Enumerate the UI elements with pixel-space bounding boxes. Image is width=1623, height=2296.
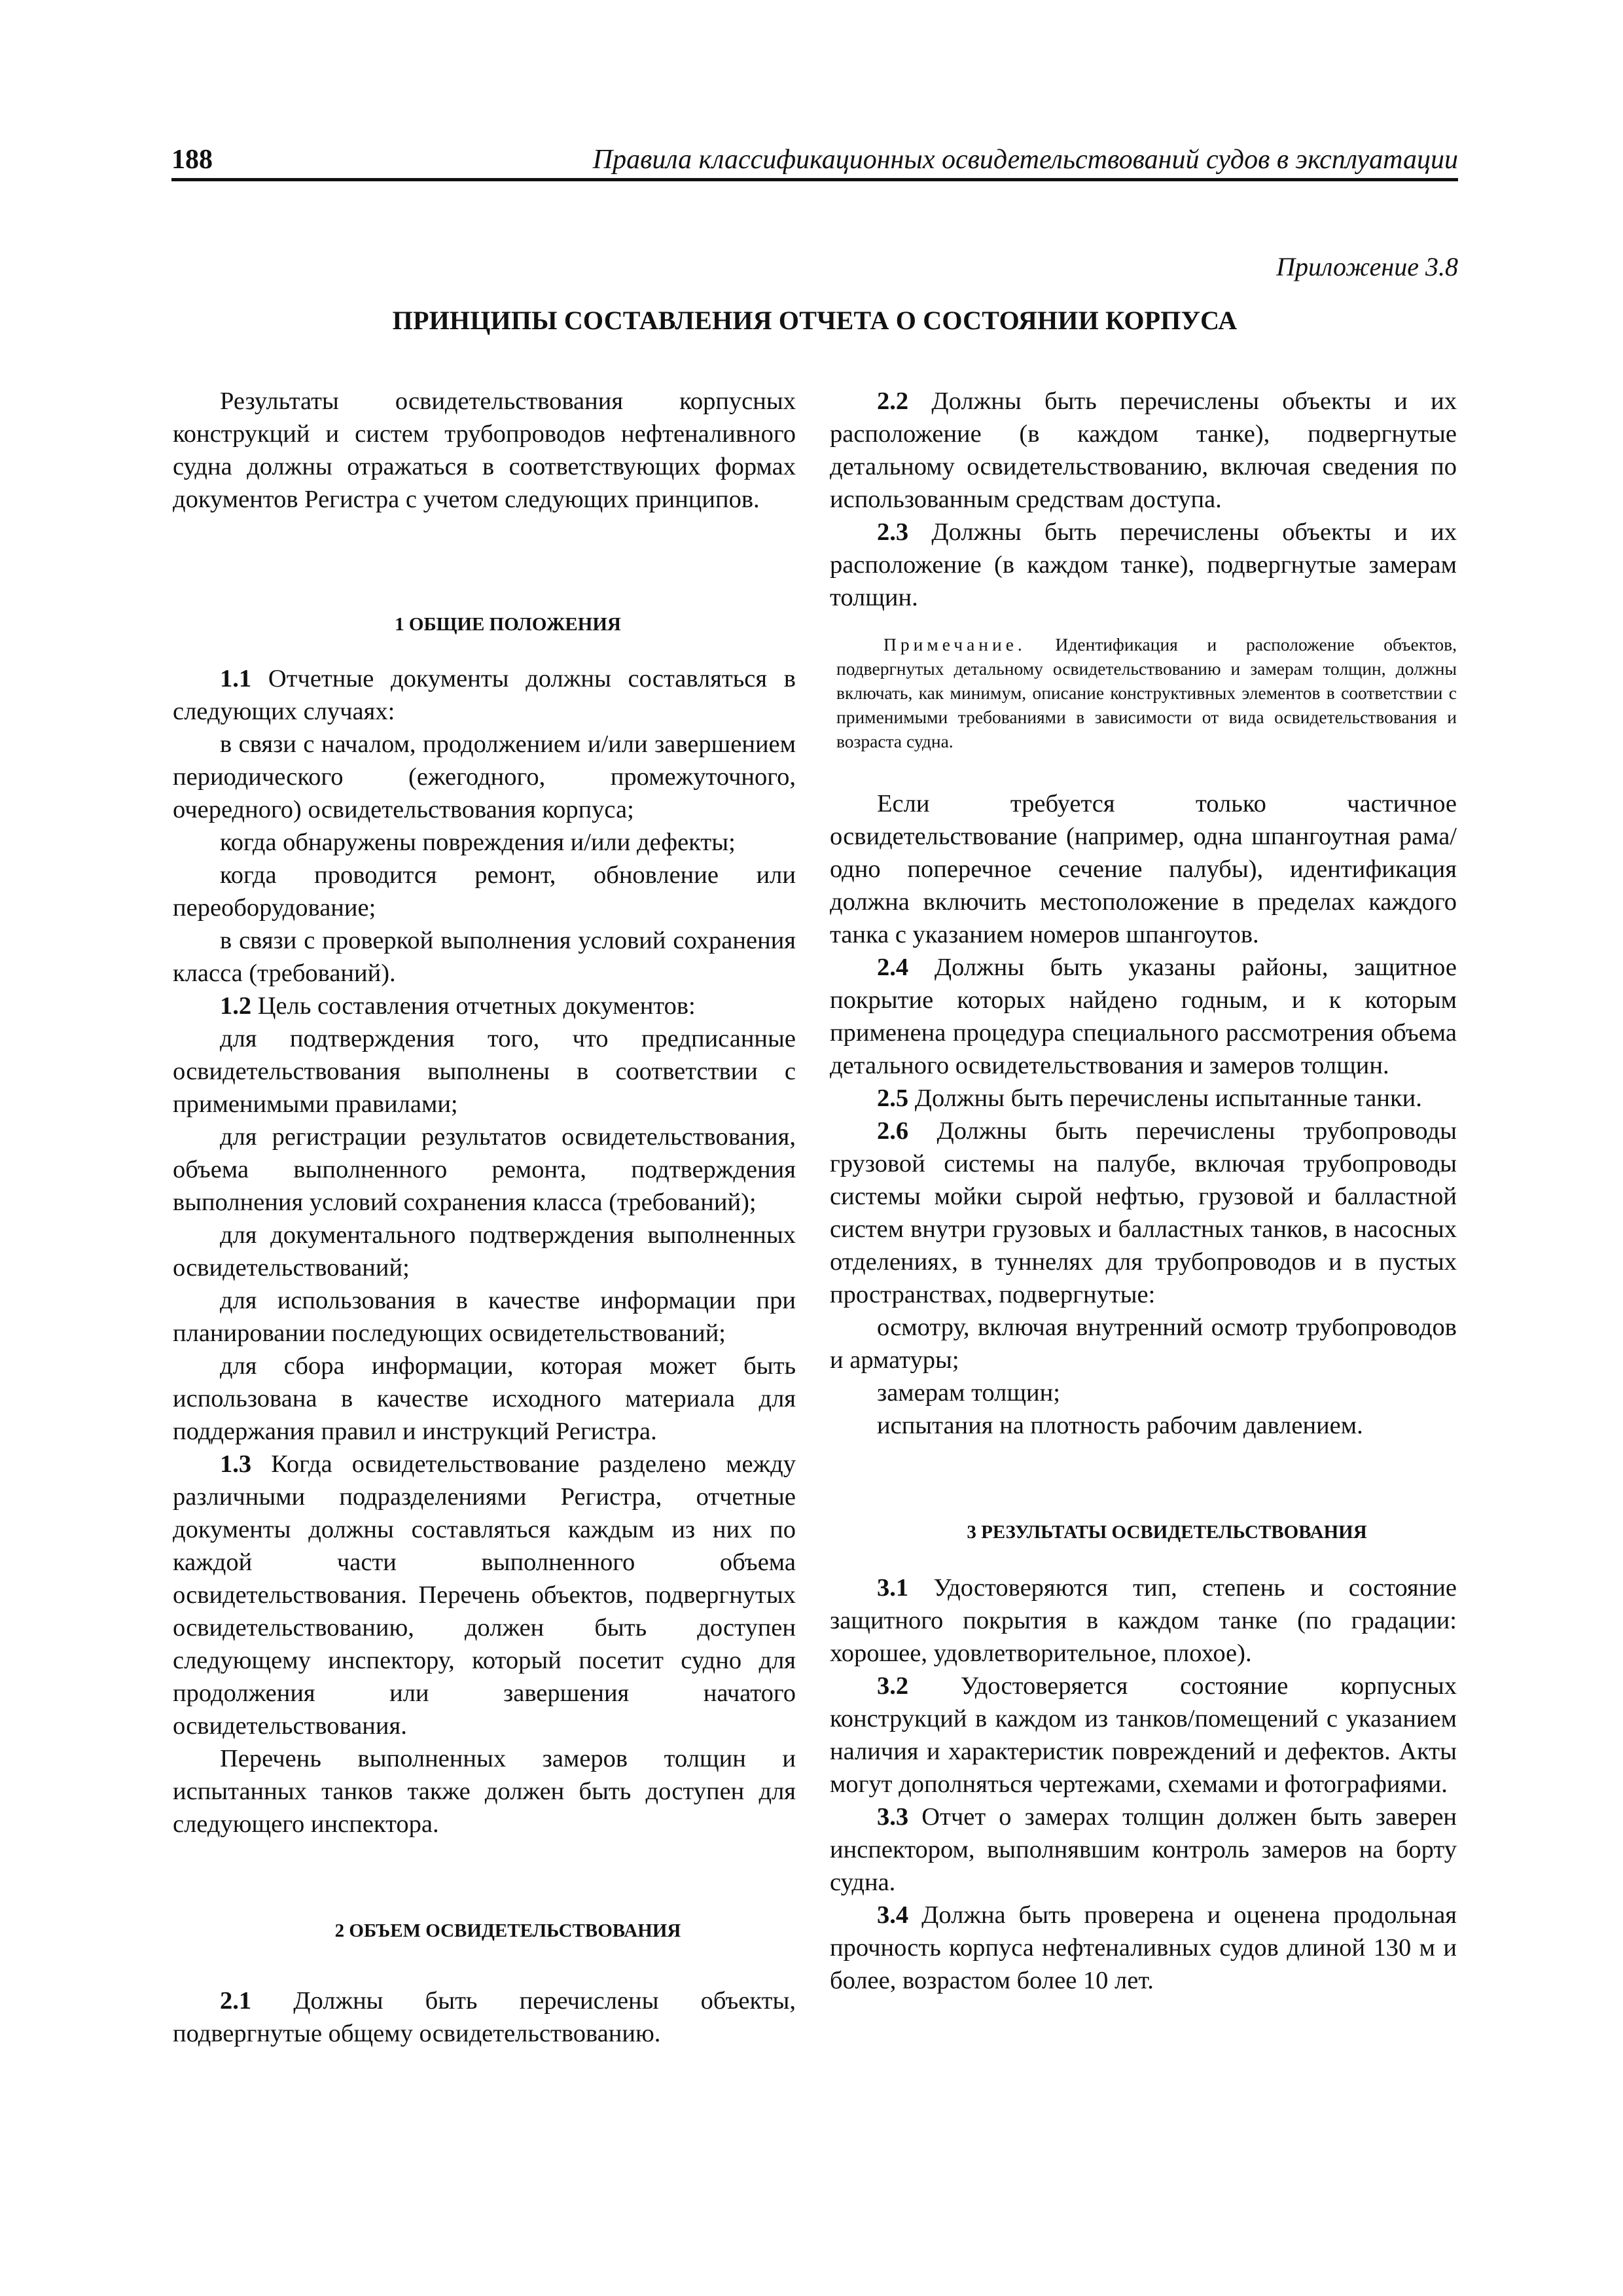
paragraph-number: 1.2 <box>220 992 252 1020</box>
partial-survey-paragraph: Если требуется только частичное освидетельствование (например, одна шпангоутная рама/одно поперечное сечение палубы), идентификация должна включить местоположение в пределах каждого танка с указанием номеров шпангоутов. <box>830 790 1457 948</box>
paragraph-number: 3.4 <box>877 1901 909 1929</box>
paragraph-text: Отчет о замерах толщин должен быть заверен инспектором, выполнявшим контроль замеров на борту судна. <box>830 1803 1457 1896</box>
list-item: для регистрации результатов освидетельствования, объема выполненного ремонта, подтверждения выполнения условий сохранения класса (требований); <box>173 1123 796 1216</box>
paragraph-text: Должны быть перечислены объекты и их расположение (в каждом танке), подвергнутые детальному освидетельствованию, включая сведения по использованным средствам доступа. <box>830 387 1457 513</box>
paragraph-text: Цель составления отчетных документов: <box>257 992 696 1020</box>
paragraph-1-1 <box>173 662 796 728</box>
note-block <box>830 632 1457 753</box>
list-item: осмотру, включая внутренний осмотр трубопроводов и арматуры; <box>830 1314 1457 1374</box>
paragraph-text: Отчетные документы должны составляться в следующих случаях: <box>173 665 796 725</box>
paragraph-1-2 <box>173 990 796 1022</box>
paragraph-3-1 <box>830 1571 1457 1670</box>
list-item: для использования в качестве информации при планировании последующих освидетельствований; <box>173 1287 796 1347</box>
paragraph-2-1 <box>173 1984 796 2050</box>
section-2-heading: 2 ОБЪЕМ ОСВИДЕТЕЛЬСТВОВАНИЯ <box>334 1920 681 1941</box>
paragraph-2-3 <box>830 516 1457 614</box>
paragraph-text: Должна быть проверена и оценена продольная прочность корпуса нефтеналивных судов длиной 130 м и более, возрастом более 10 лет. <box>830 1901 1457 1994</box>
list-item: в связи с проверкой выполнения условий сохранения класса (требований). <box>173 927 796 987</box>
paragraph-3-3 <box>830 1801 1457 1899</box>
paragraph-text: Когда освидетельствование разделено между различными подразделениями Регистра, отчетные документы должны составляться каждым из них по каждой части выполненного объема освидетельствования. Перечень объектов, подвергнутых освидетельствованию, должен быть доступен следующему инспектору, который посетит судно для продолжения или завершения начатого освидетельствования. <box>173 1450 796 1740</box>
intro-paragraph: Результаты освидетельствования корпусных конструкций и систем трубопроводов нефтеналивного судна должны отражаться в соответствующих формах документов Регистра с учетом следующих принципов. <box>173 387 796 513</box>
paragraph-number: 3.1 <box>877 1574 909 1602</box>
paragraph-number: 2.3 <box>877 518 909 546</box>
paragraph-text: Должны быть перечислены объекты, подвергнутые общему освидетельствованию. <box>173 1987 796 2047</box>
paragraph-number: 1.1 <box>220 665 252 692</box>
left-column <box>173 385 796 2050</box>
section-3-heading: 3 РЕЗУЛЬТАТЫ ОСВИДЕТЕЛЬСТВОВАНИЯ <box>967 1522 1367 1543</box>
paragraph-2-4 <box>830 951 1457 1082</box>
running-title: Правила классификационных освидетельствований судов в эксплуатации <box>592 145 1458 175</box>
paragraph-number: 1.3 <box>220 1450 252 1478</box>
paragraph-3-4 <box>830 1899 1457 1997</box>
paragraph-1-3-continued: Перечень выполненных замеров толщин и испытанных танков также должен быть доступен для следующего инспектора. <box>173 1745 796 1838</box>
paragraph-number: 2.4 <box>877 954 909 981</box>
paragraph-2-6 <box>830 1115 1457 1311</box>
paragraph-text: Должны быть перечислены трубопроводы грузовой системы на палубе, включая трубопроводы системы мойки сырой нефтью, грузовой и балластной систем внутри грузовых и балластных танков, в насосных отделениях, в туннелях для трубопроводов и в пустых пространствах, подвергнутые: <box>830 1117 1457 1308</box>
paragraph-text: Должны быть перечислены объекты и их расположение (в каждом танке), подвергнутые замерам толщин. <box>830 518 1457 611</box>
document-title: ПРИНЦИПЫ СОСТАВЛЕНИЯ ОТЧЕТА О СОСТОЯНИИ КОРПУСА <box>392 306 1238 335</box>
paragraph-text: Удостоверяется состояние корпусных конструкций в каждом из танков/помещений с указанием наличия и характеристик повреждений и дефектов. Акты могут дополняться чертежами, схемами и фотографиями. <box>830 1672 1457 1798</box>
paragraph-text: Должны быть перечислены испытанные танки. <box>914 1085 1422 1112</box>
paragraph-number: 2.2 <box>877 387 909 415</box>
right-column <box>830 385 1457 1997</box>
paragraph-number: 3.3 <box>877 1803 909 1831</box>
list-item: когда проводится ремонт, обновление или переоборудование; <box>173 861 796 922</box>
paragraph-number: 2.1 <box>220 1987 252 2015</box>
appendix-label: Приложение 3.8 <box>1276 252 1458 281</box>
section-1-heading: 1 ОБЩИЕ ПОЛОЖЕНИЯ <box>395 614 621 635</box>
page-number: 188 <box>171 145 213 175</box>
paragraph-3-2 <box>830 1670 1457 1801</box>
list-item: в связи с началом, продолжением и/или завершением периодического (ежегодного, промежуточного, очередного) освидетельствования корпуса; <box>173 730 796 823</box>
paragraph-number: 2.6 <box>877 1117 909 1145</box>
list-item: для сбора информации, которая может быть использована в качестве исходного материала для поддержания правил и инструкций Регистра. <box>173 1352 796 1445</box>
list-item: когда обнаружены повреждения и/или дефекты; <box>220 829 736 856</box>
list-item: испытания на плотность рабочим давлением. <box>877 1412 1363 1439</box>
note-text: Идентификация и расположение объектов, подвергнутых детальному освидетельствованию и замерам толщин, должны включать, как минимум, описание конструктивных элементов в соответствии с применимыми требованиями в зависимости от вида освидетельствования и возраста судна. <box>836 634 1457 751</box>
paragraph-number: 3.2 <box>877 1672 909 1700</box>
header-divider <box>171 178 1458 181</box>
list-item: для подтверждения того, что предписанные освидетельствования выполнены в соответствии с применимыми правилами; <box>173 1025 796 1118</box>
list-item: замерам толщин; <box>877 1379 1060 1407</box>
paragraph-text: Должны быть указаны районы, защитное покрытие которых найдено годным, и к которым применена процедура специального рассмотрения объема детального освидетельствования и замеров толщин. <box>830 954 1457 1079</box>
paragraph-number: 2.5 <box>877 1085 909 1112</box>
note-label: Примечание. <box>883 634 1026 655</box>
page-header <box>171 139 1458 181</box>
paragraph-2-2 <box>830 385 1457 516</box>
list-item: для документального подтверждения выполненных освидетельствований; <box>173 1221 796 1282</box>
paragraph-text: Удостоверяются тип, степень и состояние защитного покрытия в каждом танке (по градации: хорошее, удовлетворительное, плохое). <box>830 1574 1457 1667</box>
paragraph-1-3 <box>173 1448 796 1742</box>
paragraph-2-5 <box>830 1082 1457 1115</box>
